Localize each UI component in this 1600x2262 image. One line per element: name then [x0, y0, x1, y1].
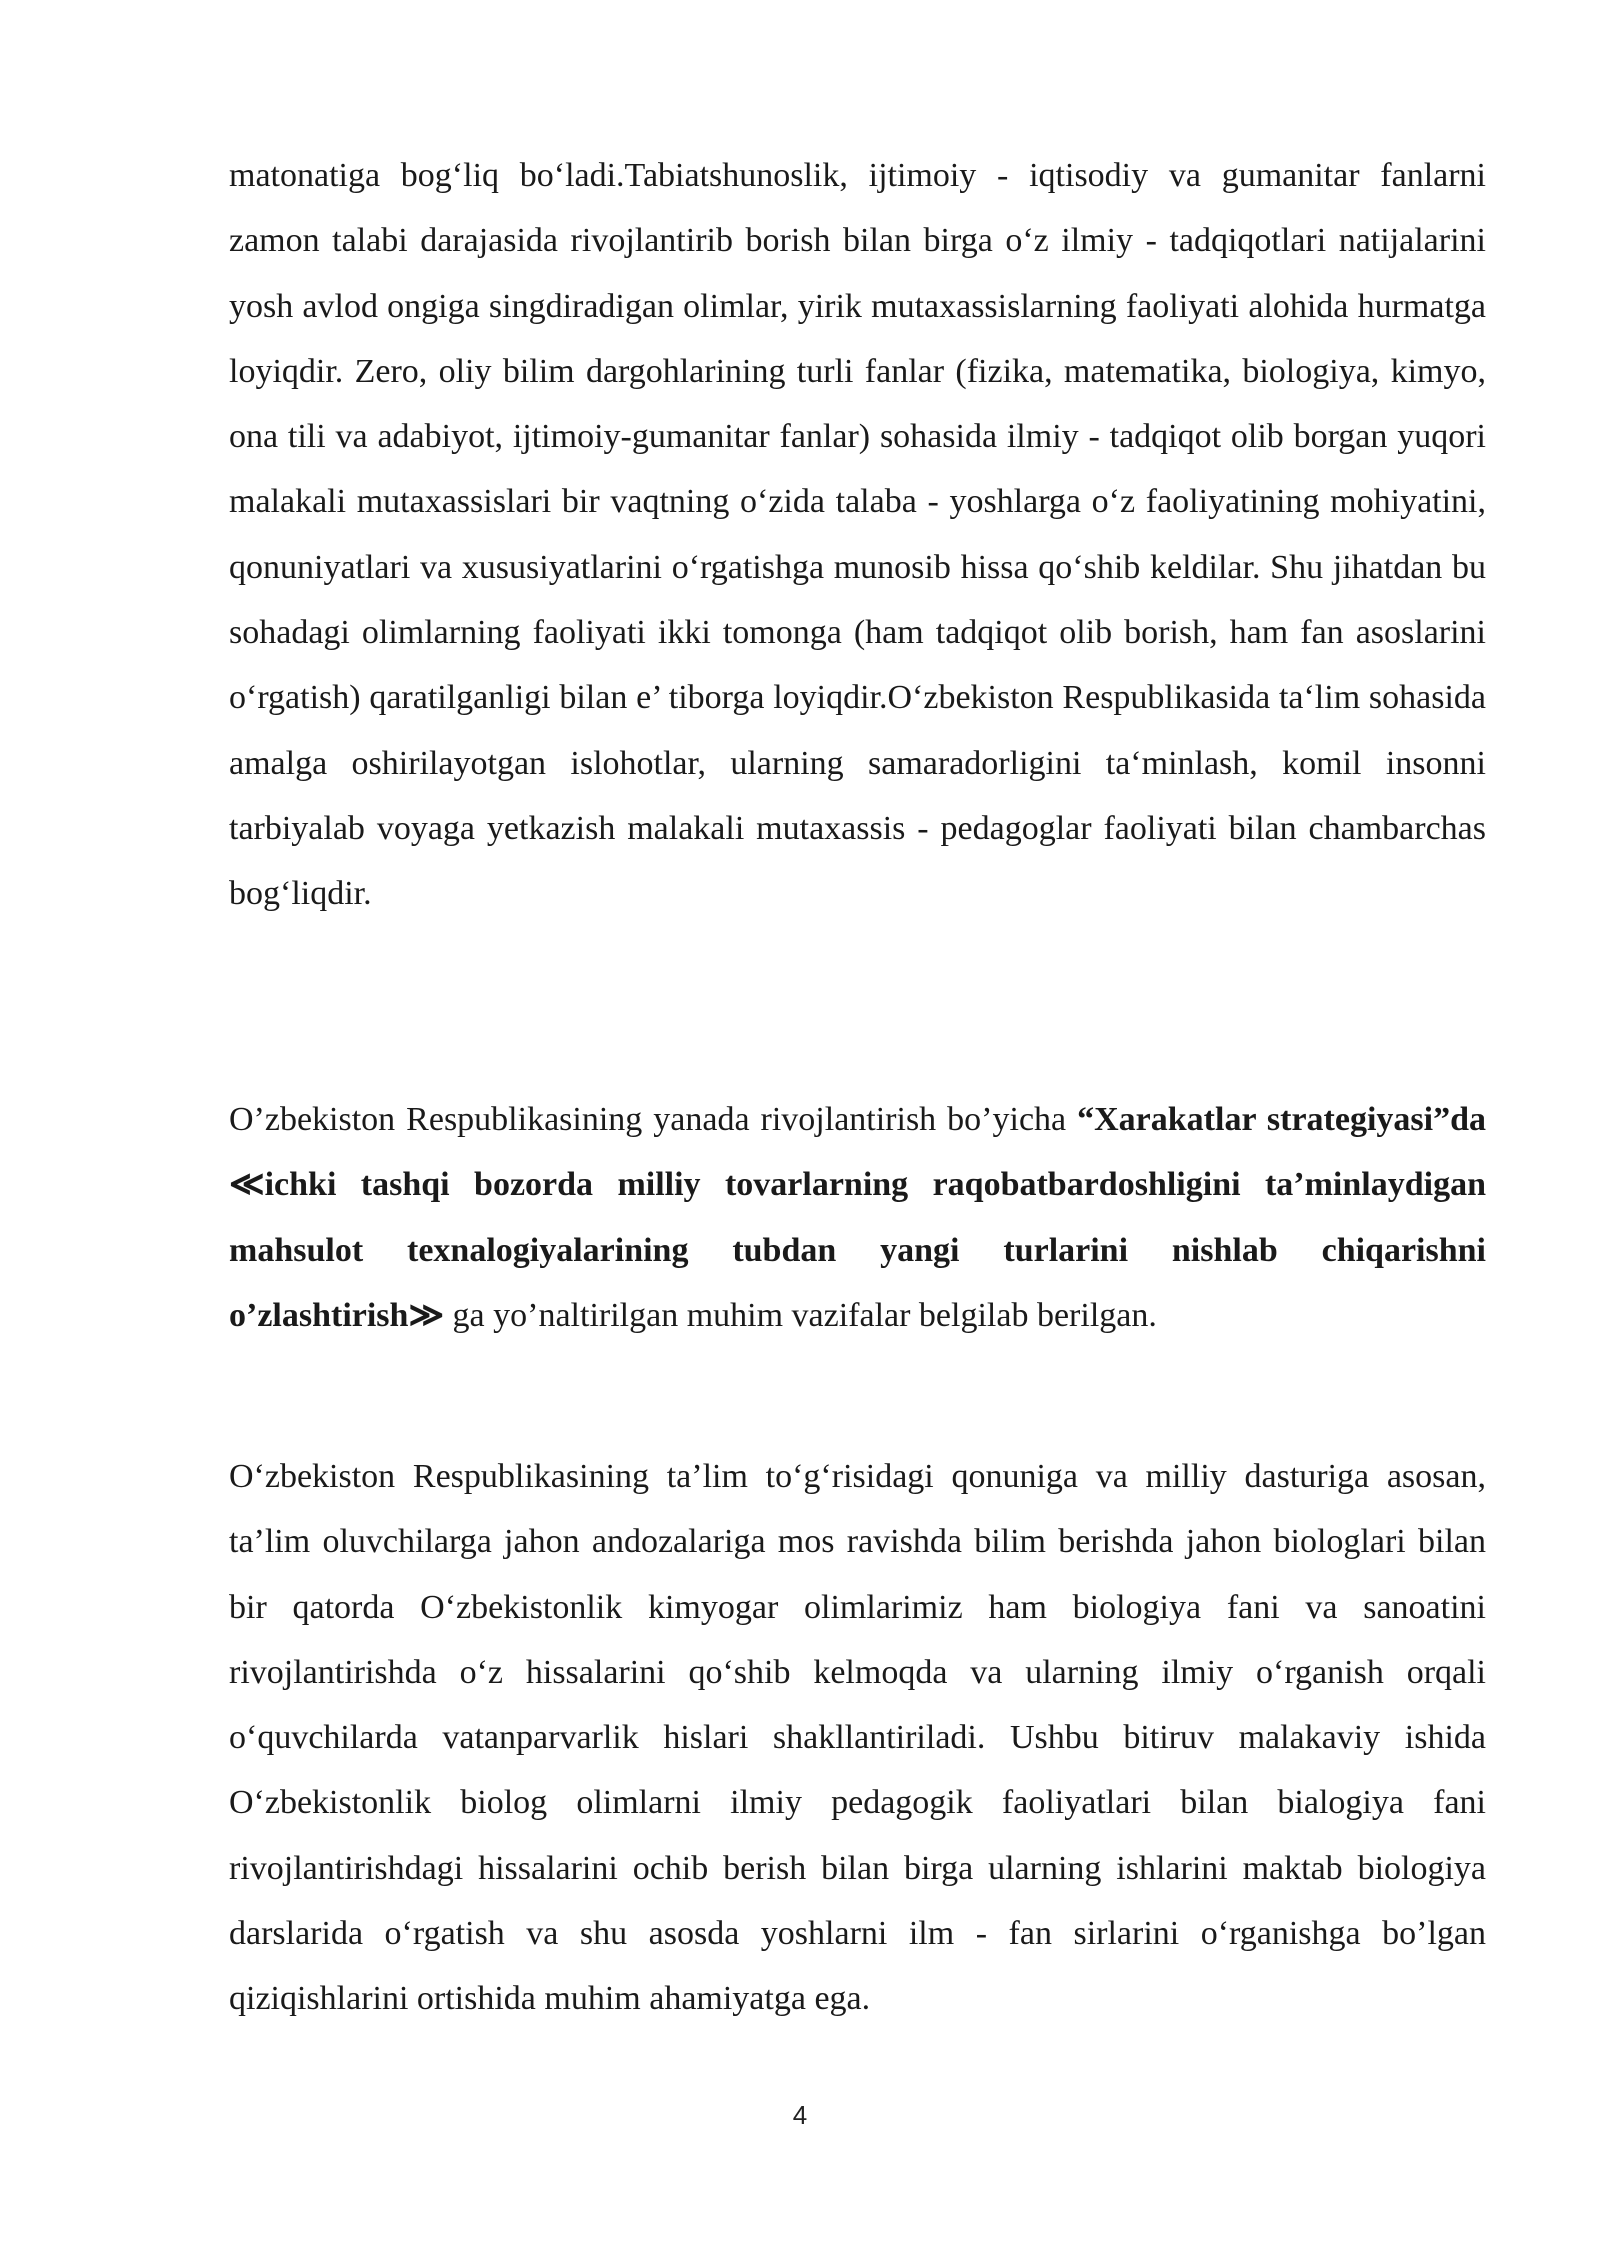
paragraph-3: O‘zbekiston Respublikasining ta’lim to‘g‘risidagi qonuniga va milliy dasturiga asosan, ta’lim oluvchilarga jahon andozalariga mos ravishda bilim berishda jahon biologlari bilan bir qatorda O‘zbekistonlik kimyogar olimlarimiz ham biologiya fani va sanoatini rivojlantirishda o‘z hissalarini qo‘shib kelmoqda va ularning ilmiy o‘rganish orqali o‘quvchilarda vatanparvarlik hislari shakllantiriladi. Ushbu bitiruv malakaviy ishida O‘zbekistonlik biolog olimlarni ilmiy pedagogik faoliyatlari bilan bialogiya fani rivojlantirishdagi hissalarini ochib berish bilan birga ularning ishlarini maktab biologiya darslarida o‘rgatish va shu asosda yoshlarni ilm - fan sirlarini o‘rganishga bo’lgan qiziqishlarini ortishida muhim ahamiyatga ega. [229, 1458, 1486, 2018]
paragraph-1: matonatiga bog‘liq bo‘ladi.Tabiatshunoslik, ijtimoiy - iqtisodiy va gumanitar fanlarni zamon talabi darajasida rivojlantirib borish bilan birga o‘z ilmiy - tadqiqotlari natijalarini yosh avlod ongiga singdiradigan olimlar, yirik mutaxassislarning faoliyati alohida hurmatga loyiqdir. Zero, oliy bilim dargohlarining turli fanlar (fizika, matematika, biologiya, kimyo, ona tili va adabiyot, ijtimoiy-gumanitar fanlar) sohasida ilmiy - tadqiqot olib borgan yuqori malakali mutaxassislari bir vaqtning o‘zida talaba - yoshlarga o‘z faoliyatining mohiyatini, qonuniyatlari va xususiyatlarini o‘rgatishga munosib hissa qo‘shib keldilar. Shu jihatdan bu sohadagi olimlarning faoliyati ikki tomonga (ham tadqiqot olib borish, ham fan asoslarini o‘rgatish) qaratilganligi bilan e’ tiborga loyiqdir.O‘zbekiston Respublikasida ta‘lim sohasida amalga oshirilayotgan islohotlar, ularning samaradorligini ta‘minlash, komil insonni tarbiyalab voyaga yetkazish malakali mutaxassis - pedagoglar faoliyati bilan chambarchas bog‘liqdir. [229, 157, 1486, 913]
strategy-quote-bold: “Xarakatlar strategiyasi”da ≪ichki tashqi bozorda milliy tovarlarning raqobatbardoshligini ta’minlaydigan mahsulot texnalogiyalarining tubdan yangi turlarini nishlab chiqarishni o’zlashtirish≫ [229, 1101, 1487, 1334]
paragraph-2 [229, 1087, 1486, 1348]
paragraph-2-intro: O’zbekiston Respublikasining yanada rivojlantirish bo’yicha [229, 1101, 1078, 1138]
paragraph-2-outro: ga yo’naltirilgan muhim vazifalar belgilab berilgan. [444, 1296, 1157, 1334]
page-number: 4 [792, 2100, 808, 2130]
